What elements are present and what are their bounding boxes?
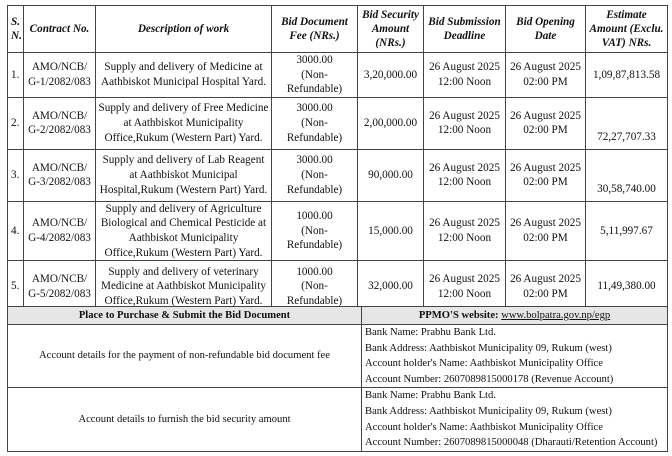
- cell-security: 90,000.00: [358, 149, 424, 201]
- table-row: [8, 261, 668, 313]
- bid-table: [7, 5, 668, 313]
- fee-account-label: Account details for the payment of non-refundable bid document fee: [8, 325, 362, 388]
- cell-contract: AMO/NCB/ G-5/2082/083: [24, 261, 96, 313]
- security-account-row: [8, 388, 668, 451]
- cell-estimate: 1,09,87,813.58: [586, 53, 668, 98]
- cell-deadline: 26 August 2025 12:00 Noon: [424, 201, 506, 260]
- cell-opening: 26 August 2025 02:00 PM: [506, 97, 586, 149]
- cell-deadline: 26 August 2025 12:00 Noon: [424, 53, 506, 98]
- security-bank-address: Bank Address: Aathbiskot Municipality 09, Rukum (west): [365, 405, 612, 417]
- header-estimate: Estimate Amount (Exclu. VAT) NRs.: [586, 6, 668, 53]
- cell-sn: 2.: [8, 97, 24, 149]
- cell-security: 32,000.00: [358, 261, 424, 313]
- header-sn: S. N.: [8, 6, 24, 53]
- security-account-details: [362, 388, 668, 451]
- header-contract: Contract No.: [24, 6, 96, 53]
- cell-description: Supply and delivery of Lab Reagent at Aathbiskot Municipal Hospital,Rukum (Western Part) Yard.: [96, 149, 272, 201]
- cell-security: 15,000.00: [358, 201, 424, 260]
- cell-deadline: 26 August 2025 12:00 Noon: [424, 97, 506, 149]
- purchase-place-header: Place to Purchase & Submit the Bid Document: [8, 307, 362, 325]
- cell-security: 2,00,000.00: [358, 97, 424, 149]
- cell-estimate: 30,58,740.00: [586, 149, 668, 201]
- cell-contract: AMO/NCB/ G-2/2082/083: [24, 97, 96, 149]
- cell-sn: 3.: [8, 149, 24, 201]
- security-account-label: Account details to furnish the bid security amount: [8, 388, 362, 451]
- cell-deadline: 26 August 2025 12:00 Noon: [424, 261, 506, 313]
- cell-deadline: 26 August 2025 12:00 Noon: [424, 149, 506, 201]
- cell-opening: 26 August 2025 02:00 PM: [506, 261, 586, 313]
- cell-estimate: 72,27,707.33: [586, 97, 668, 149]
- cell-security: 3,20,000.00: [358, 53, 424, 98]
- fee-account-holder: Account holder's Name: Aathbiskot Municipality Office: [365, 358, 603, 370]
- table-row: [8, 97, 668, 149]
- cell-description: Supply and delivery of Free Medicine at Aathbiskot Municipality Office,Rukum (Western Part) Yard.: [96, 97, 272, 149]
- cell-contract: AMO/NCB/ G-4/2082/083: [24, 201, 96, 260]
- table-header-row: [8, 6, 668, 53]
- cell-description: Supply and delivery of Medicine at Aathbiskot Municipal Hospital Yard.: [96, 53, 272, 98]
- cell-contract: AMO/NCB/ G-1/2082/083: [24, 53, 96, 98]
- header-fee: Bid Document Fee (NRs.): [272, 6, 358, 53]
- purchase-header-row: [8, 307, 668, 325]
- cell-opening: 26 August 2025 02:00 PM: [506, 53, 586, 98]
- header-opening: Bid Opening Date: [506, 6, 586, 53]
- table-row: [8, 201, 668, 260]
- cell-description: Supply and delivery of veterinary Medicine at Aathbiskot Municipality Office,Rukum (Western Part) Yard.: [96, 261, 272, 313]
- cell-sn: 4.: [8, 201, 24, 260]
- table-row: [8, 53, 668, 98]
- fee-bank-name: Bank Name: Prabhu Bank Ltd.: [365, 327, 496, 338]
- header-security: Bid Security Amount (NRs.): [358, 6, 424, 53]
- cell-sn: 1.: [8, 53, 24, 98]
- header-deadline: Bid Submission Deadline: [424, 6, 506, 53]
- security-bank-name: Bank Name: Prabhu Bank Ltd.: [365, 390, 496, 402]
- cell-opening: 26 August 2025 02:00 PM: [506, 149, 586, 201]
- cell-fee: 1000.00 (Non-Refundable): [272, 261, 358, 313]
- ppmo-website-label: PPMO'S website:: [418, 309, 499, 321]
- cell-opening: 26 August 2025 02:00 PM: [506, 201, 586, 260]
- bank-details-table: [7, 306, 668, 452]
- security-account-number: Account Number: 2607089815000048 (Dharauti/Retention Account): [365, 437, 658, 449]
- cell-fee: 3000.00 (Non-Refundable): [272, 149, 358, 201]
- ppmo-website-link[interactable]: www.bolpatra.gov.np/egp: [501, 309, 611, 321]
- cell-estimate: 11,49,380.00: [586, 261, 668, 313]
- fee-bank-address: Bank Address: Aathbiskot Municipality 09, Rukum (west): [365, 342, 612, 354]
- fee-account-row: [8, 325, 668, 388]
- cell-fee: 3000.00 (Non-Refundable): [272, 97, 358, 149]
- cell-fee: 3000.00 (Non-Refundable): [272, 53, 358, 98]
- table-row: [8, 149, 668, 201]
- security-account-holder: Account holder's Name: Aathbiskot Municipality Office: [365, 421, 603, 433]
- fee-account-number: Account Number: 2607089815000178 (Revenue Account): [365, 373, 614, 385]
- header-description: Description of work: [96, 6, 272, 53]
- fee-account-details: [362, 325, 668, 388]
- cell-description: Supply and delivery of Agriculture Biological and Chemical Pesticide at Aathbiskot Municipality Office,Rukum (Western Part) Yard.: [96, 201, 272, 260]
- cell-sn: 5.: [8, 261, 24, 313]
- ppmo-website-header: [362, 307, 668, 325]
- cell-fee: 1000.00 (Non-Refundable): [272, 201, 358, 260]
- cell-contract: AMO/NCB/ G-3/2082/083: [24, 149, 96, 201]
- cell-estimate: 5,11,997.67: [586, 201, 668, 260]
